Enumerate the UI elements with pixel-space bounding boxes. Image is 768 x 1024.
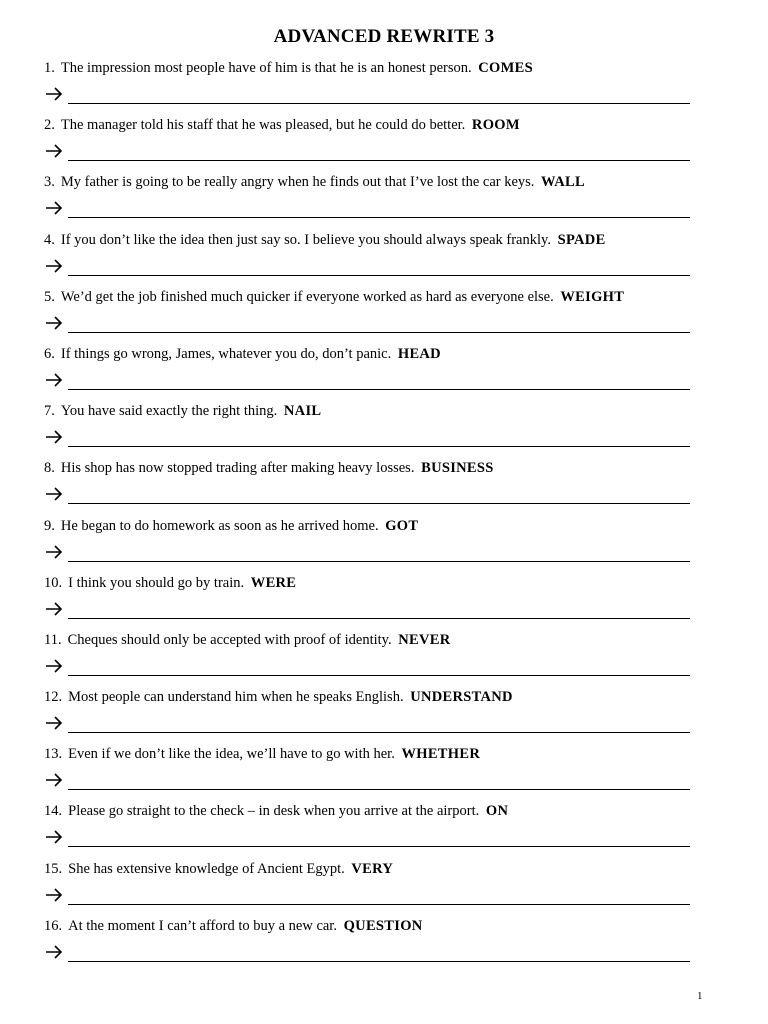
- question-number: 16.: [44, 917, 63, 934]
- question-prompt: [44, 232, 606, 249]
- question-prompt: [44, 746, 480, 763]
- right-arrow-icon: [44, 543, 64, 561]
- question-text: Please go straight to the check – in desk when you arrive at the airport.: [68, 803, 480, 820]
- question-number: 2.: [44, 117, 55, 134]
- keyword: WERE: [250, 574, 297, 591]
- question-item: [44, 632, 690, 689]
- right-arrow-icon: [44, 886, 64, 904]
- question-text: If you don’t like the idea then just say so. I believe you should always speak frankly.: [60, 231, 551, 248]
- question-text: If things go wrong, James, whatever you do, don’t panic.: [60, 345, 392, 362]
- answer-row: [44, 83, 690, 107]
- question-text: I think you should go by train.: [68, 574, 245, 591]
- question-prompt: [44, 632, 451, 649]
- question-number: 9.: [44, 517, 55, 534]
- answer-row: [44, 598, 690, 622]
- question-number: 11.: [44, 631, 62, 648]
- question-item: [44, 232, 690, 289]
- right-arrow-icon: [44, 257, 64, 275]
- question-text: The impression most people have of him is that he is an honest person.: [60, 60, 472, 76]
- keyword: UNDERSTAND: [410, 689, 513, 706]
- question-item: [44, 861, 690, 918]
- question-item: [44, 746, 690, 803]
- question-number: 15.: [44, 860, 63, 877]
- question-item: [44, 575, 690, 632]
- answer-row: [44, 312, 690, 336]
- keyword: WHETHER: [401, 746, 481, 763]
- answer-line[interactable]: [68, 103, 690, 104]
- keyword: WEIGHT: [560, 288, 625, 305]
- question-text: My father is going to be really angry when he finds out that I’ve lost the car keys.: [60, 174, 535, 191]
- question-item: [44, 460, 690, 517]
- page-number: 1: [697, 990, 703, 1002]
- question-number: 14.: [44, 803, 63, 820]
- answer-line[interactable]: [68, 618, 690, 619]
- right-arrow-icon: [44, 428, 64, 446]
- question-prompt: [44, 575, 296, 592]
- answer-line[interactable]: [68, 503, 690, 504]
- question-prompt: [44, 346, 441, 363]
- keyword: ROOM: [471, 117, 520, 134]
- question-text: The manager told his staff that he was pleased, but he could do better.: [60, 117, 466, 134]
- answer-line[interactable]: [68, 904, 690, 905]
- answer-line[interactable]: [68, 160, 690, 161]
- question-number: 8.: [44, 460, 55, 477]
- question-text: Most people can understand him when he speaks English.: [68, 689, 404, 706]
- answer-line[interactable]: [68, 846, 690, 847]
- answer-line[interactable]: [68, 217, 690, 218]
- keyword: VERY: [351, 860, 394, 877]
- answer-row: [44, 541, 690, 565]
- answer-line[interactable]: [68, 732, 690, 733]
- question-number: 7.: [44, 403, 55, 420]
- question-number: 5.: [44, 288, 55, 305]
- right-arrow-icon: [44, 371, 64, 389]
- keyword: HEAD: [397, 345, 441, 362]
- question-prompt: [44, 289, 624, 306]
- answer-row: [44, 826, 690, 850]
- right-arrow-icon: [44, 199, 64, 217]
- answer-line[interactable]: [68, 446, 690, 447]
- question-prompt: [44, 403, 321, 420]
- answer-row: [44, 769, 690, 793]
- keyword: COMES: [478, 60, 533, 76]
- answer-row: [44, 255, 690, 279]
- question-item: [44, 803, 690, 860]
- question-prompt: [44, 174, 585, 191]
- right-arrow-icon: [44, 85, 64, 103]
- answer-line[interactable]: [68, 389, 690, 390]
- question-text: She has extensive knowledge of Ancient Egypt.: [68, 860, 345, 877]
- question-item: [44, 117, 690, 174]
- answer-line[interactable]: [68, 675, 690, 676]
- question-item: [44, 346, 690, 403]
- question-item: [44, 174, 690, 231]
- right-arrow-icon: [44, 142, 64, 160]
- question-item: [44, 60, 690, 117]
- keyword: NEVER: [398, 631, 451, 648]
- question-item: [44, 403, 690, 460]
- right-arrow-icon: [44, 485, 64, 503]
- question-prompt: [44, 60, 533, 77]
- keyword: GOT: [385, 517, 419, 534]
- question-number: 6.: [44, 345, 55, 362]
- answer-row: [44, 197, 690, 221]
- answer-row: [44, 655, 690, 679]
- right-arrow-icon: [44, 657, 64, 675]
- answer-line[interactable]: [68, 275, 690, 276]
- question-text: His shop has now stopped trading after making heavy losses.: [60, 460, 415, 477]
- keyword: ON: [485, 803, 509, 820]
- question-prompt: [44, 918, 423, 935]
- question-list: [44, 60, 690, 975]
- question-number: 12.: [44, 689, 63, 706]
- keyword: SPADE: [557, 231, 606, 248]
- answer-row: [44, 483, 690, 507]
- question-number: 10.: [44, 574, 63, 591]
- right-arrow-icon: [44, 314, 64, 332]
- right-arrow-icon: [44, 828, 64, 846]
- question-prompt: [44, 117, 520, 134]
- question-text: Even if we don’t like the idea, we’ll have to go with her.: [68, 746, 395, 763]
- answer-line[interactable]: [68, 789, 690, 790]
- keyword: BUSINESS: [421, 460, 494, 477]
- question-number: 13.: [44, 746, 63, 763]
- answer-row: [44, 369, 690, 393]
- right-arrow-icon: [44, 771, 64, 789]
- answer-row: [44, 426, 690, 450]
- question-prompt: [44, 460, 494, 477]
- question-number: 1.: [44, 60, 55, 76]
- keyword: QUESTION: [343, 917, 423, 934]
- question-item: [44, 689, 690, 746]
- right-arrow-icon: [44, 943, 64, 961]
- question-prompt: [44, 518, 418, 535]
- question-prompt: [44, 861, 393, 878]
- answer-row: [44, 941, 690, 965]
- right-arrow-icon: [44, 714, 64, 732]
- question-item: [44, 518, 690, 575]
- answer-line[interactable]: [68, 961, 690, 962]
- question-prompt: [44, 689, 513, 706]
- keyword: NAIL: [283, 403, 322, 420]
- question-text: We’d get the job finished much quicker if everyone worked as hard as everyone else.: [60, 288, 554, 305]
- question-number: 4.: [44, 231, 55, 248]
- answer-row: [44, 140, 690, 164]
- keyword: WALL: [541, 174, 585, 191]
- answer-line[interactable]: [68, 561, 690, 562]
- question-number: 3.: [44, 174, 55, 191]
- question-item: [44, 918, 690, 975]
- page-title: ADVANCED REWRITE 3: [273, 26, 495, 47]
- question-text: You have said exactly the right thing.: [60, 403, 278, 420]
- right-arrow-icon: [44, 600, 64, 618]
- answer-line[interactable]: [68, 332, 690, 333]
- answer-row: [44, 884, 690, 908]
- question-text: Cheques should only be accepted with proof of identity.: [67, 631, 392, 648]
- question-text: He began to do homework as soon as he arrived home.: [60, 517, 379, 534]
- answer-row: [44, 712, 690, 736]
- question-prompt: [44, 803, 508, 820]
- question-text: At the moment I can’t afford to buy a new car.: [68, 917, 337, 934]
- question-item: [44, 289, 690, 346]
